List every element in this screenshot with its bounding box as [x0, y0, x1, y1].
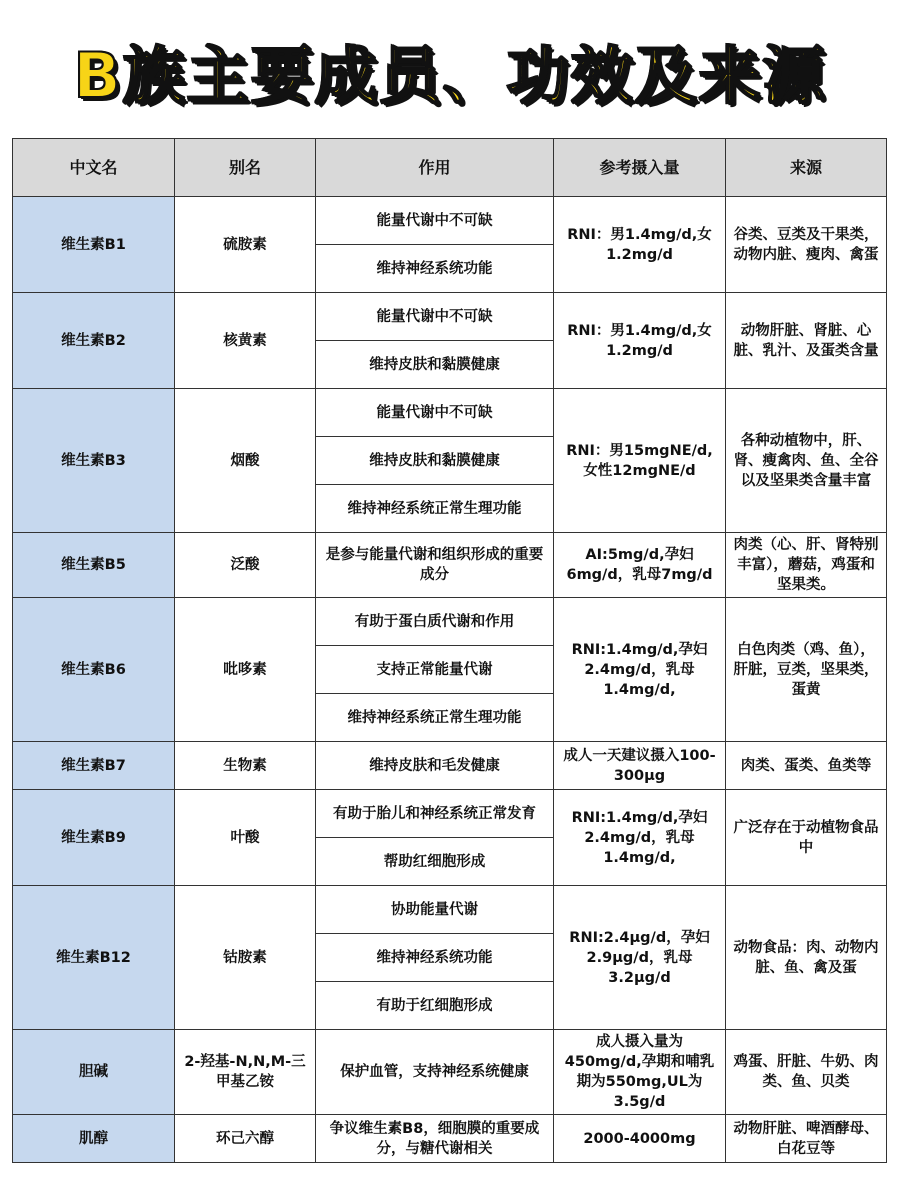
- header-cell: 参考摄入量: [554, 139, 726, 197]
- effect-cell: 维持皮肤和黏膜健康: [316, 341, 554, 389]
- header-cell: 来源: [726, 139, 887, 197]
- effect-cell: 保护血管，支持神经系统健康: [316, 1030, 554, 1115]
- name-cell: 维生素B12: [13, 886, 175, 1030]
- intake-cell: RNI:1.4mg/d,孕妇2.4mg/d，乳母1.4mg/d,: [554, 790, 726, 886]
- effect-cell: 是参与能量代谢和组织形成的重要成分: [316, 533, 554, 598]
- table-row: [13, 790, 887, 838]
- effect-cell: 维持神经系统功能: [316, 934, 554, 982]
- alias-cell: 钴胺素: [175, 886, 316, 1030]
- source-cell: 肉类（心、肝、肾特别丰富），蘑菇，鸡蛋和坚果类。: [726, 533, 887, 598]
- alias-cell: 烟酸: [175, 389, 316, 533]
- name-cell: 维生素B5: [13, 533, 175, 598]
- effect-cell: 维持神经系统正常生理功能: [316, 694, 554, 742]
- intake-cell: 成人摄入量为450mg/d,孕期和哺乳期为550mg,UL为3.5g/d: [554, 1030, 726, 1115]
- intake-cell: AI:5mg/d,孕妇6mg/d，乳母7mg/d: [554, 533, 726, 598]
- table-row: [13, 742, 887, 790]
- alias-cell: 吡哆素: [175, 598, 316, 742]
- intake-cell: RNI:2.4μg/d，孕妇2.9μg/d，乳母3.2μg/d: [554, 886, 726, 1030]
- alias-cell: 硫胺素: [175, 197, 316, 293]
- effect-cell: 维持皮肤和毛发健康: [316, 742, 554, 790]
- name-cell: 维生素B2: [13, 293, 175, 389]
- effect-cell: 有助于红细胞形成: [316, 982, 554, 1030]
- name-cell: 维生素B3: [13, 389, 175, 533]
- effect-cell: 协助能量代谢: [316, 886, 554, 934]
- source-cell: 动物食品：肉、动物内脏、鱼、禽及蛋: [726, 886, 887, 1030]
- alias-cell: 环己六醇: [175, 1115, 316, 1163]
- table-row: [13, 1115, 887, 1163]
- intake-cell: RNI：男15mgNE/d,女性12mgNE/d: [554, 389, 726, 533]
- name-cell: 维生素B6: [13, 598, 175, 742]
- effect-cell: 帮助红细胞形成: [316, 838, 554, 886]
- intake-cell: RNI：男1.4mg/d,女1.2mg/d: [554, 293, 726, 389]
- page-title: B族主要成员、功效及来源: [73, 39, 827, 112]
- intake-cell: RNI:1.4mg/d,孕妇2.4mg/d，乳母1.4mg/d,: [554, 598, 726, 742]
- table-row: [13, 1030, 887, 1115]
- table-row: [13, 389, 887, 437]
- vitamin-b-table: [12, 138, 887, 1163]
- table-row: [13, 598, 887, 646]
- effect-cell: 维持皮肤和黏膜健康: [316, 437, 554, 485]
- intake-cell: RNI：男1.4mg/d,女1.2mg/d: [554, 197, 726, 293]
- source-cell: 广泛存在于动植物食品中: [726, 790, 887, 886]
- name-cell: 维生素B9: [13, 790, 175, 886]
- table-row: [13, 886, 887, 934]
- source-cell: 各种动植物中，肝、肾、瘦禽肉、鱼、全谷以及坚果类含量丰富: [726, 389, 887, 533]
- alias-cell: 生物素: [175, 742, 316, 790]
- source-cell: 谷类、豆类及干果类，动物内脏、瘦肉、禽蛋: [726, 197, 887, 293]
- header-row: [13, 139, 887, 197]
- header-cell: 作用: [316, 139, 554, 197]
- effect-cell: 有助于胎儿和神经系统正常发育: [316, 790, 554, 838]
- table-row: [13, 197, 887, 245]
- table-row: [13, 293, 887, 341]
- intake-cell: 成人一天建议摄入100-300μg: [554, 742, 726, 790]
- alias-cell: 2-羟基-N,N,M-三甲基乙铵: [175, 1030, 316, 1115]
- name-cell: 维生素B7: [13, 742, 175, 790]
- header-cell: 别名: [175, 139, 316, 197]
- source-cell: 动物肝脏、啤酒酵母、白花豆等: [726, 1115, 887, 1163]
- source-cell: 鸡蛋、肝脏、牛奶、肉类、鱼、贝类: [726, 1030, 887, 1115]
- table-row: [13, 533, 887, 598]
- source-cell: 动物肝脏、肾脏、心脏、乳汁、及蛋类含量: [726, 293, 887, 389]
- alias-cell: 泛酸: [175, 533, 316, 598]
- effect-cell: 支持正常能量代谢: [316, 646, 554, 694]
- effect-cell: 争议维生素B8，细胞膜的重要成分，与糖代谢相关: [316, 1115, 554, 1163]
- effect-cell: 能量代谢中不可缺: [316, 389, 554, 437]
- intake-cell: 2000-4000mg: [554, 1115, 726, 1163]
- effect-cell: 能量代谢中不可缺: [316, 197, 554, 245]
- source-cell: 肉类、蛋类、鱼类等: [726, 742, 887, 790]
- header-cell: 中文名: [13, 139, 175, 197]
- name-cell: 肌醇: [13, 1115, 175, 1163]
- source-cell: 白色肉类（鸡、鱼），肝脏，豆类，坚果类，蛋黄: [726, 598, 887, 742]
- effect-cell: 维持神经系统功能: [316, 245, 554, 293]
- effect-cell: 维持神经系统正常生理功能: [316, 485, 554, 533]
- alias-cell: 叶酸: [175, 790, 316, 886]
- alias-cell: 核黄素: [175, 293, 316, 389]
- effect-cell: 能量代谢中不可缺: [316, 293, 554, 341]
- effect-cell: 有助于蛋白质代谢和作用: [316, 598, 554, 646]
- name-cell: 胆碱: [13, 1030, 175, 1115]
- name-cell: 维生素B1: [13, 197, 175, 293]
